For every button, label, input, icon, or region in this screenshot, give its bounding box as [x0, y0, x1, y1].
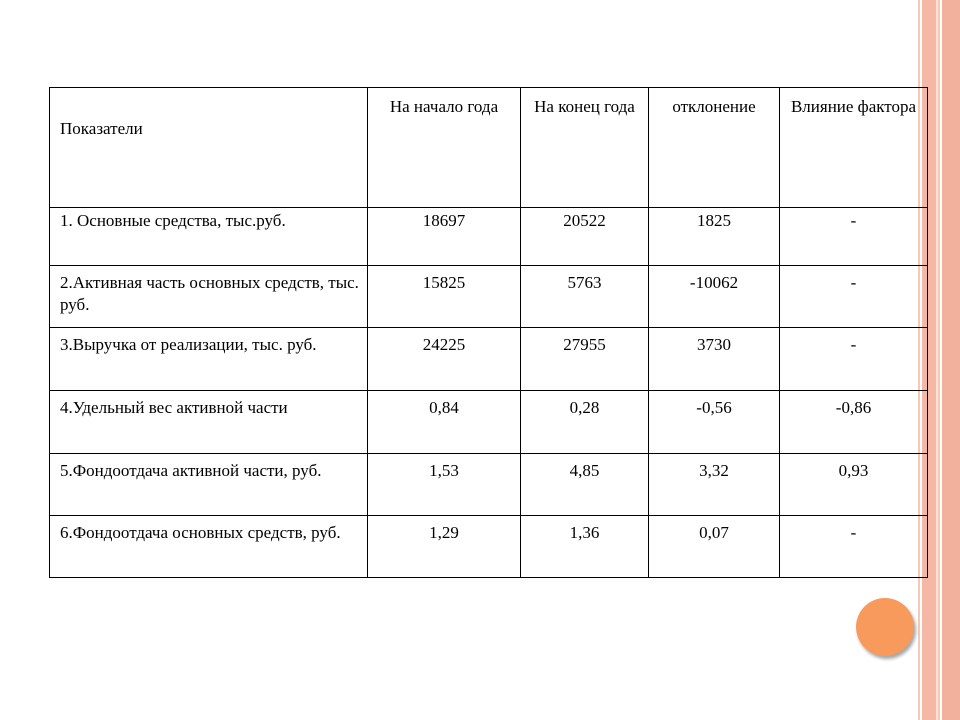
- table-cell: 0,07: [649, 516, 780, 578]
- header-cell: Показатели: [50, 88, 368, 208]
- table-cell: -: [780, 208, 928, 266]
- table-cell: 4,85: [521, 454, 649, 516]
- table-cell: 0,28: [521, 391, 649, 454]
- table-row: [50, 454, 928, 516]
- table-cell: 27955: [521, 328, 649, 391]
- table-header-row: [50, 88, 928, 208]
- table-cell: 1825: [649, 208, 780, 266]
- table-row: [50, 328, 928, 391]
- table-cell: 1,36: [521, 516, 649, 578]
- table-cell: 6.Фондоотдача основных средств, руб.: [50, 516, 368, 578]
- table-cell: 0,93: [780, 454, 928, 516]
- table-cell: 0,84: [368, 391, 521, 454]
- table-row: [50, 208, 928, 266]
- header-cell: На конец года: [521, 88, 649, 208]
- table-cell: -0,86: [780, 391, 928, 454]
- table-cell: 18697: [368, 208, 521, 266]
- table-cell: -: [780, 328, 928, 391]
- table-cell: 1. Основные средства, тыс.руб.: [50, 208, 368, 266]
- table-cell: 1,53: [368, 454, 521, 516]
- table-row: [50, 266, 928, 328]
- decorative-circle: [856, 598, 914, 656]
- table-cell: -: [780, 516, 928, 578]
- table-cell: 3,32: [649, 454, 780, 516]
- table-cell: 2.Активная часть основных средств, тыс. руб.: [50, 266, 368, 328]
- table-cell: -10062: [649, 266, 780, 328]
- table-cell: -0,56: [649, 391, 780, 454]
- header-cell: Влияние фактора: [780, 88, 928, 208]
- table-cell: 5763: [521, 266, 649, 328]
- table-cell: 20522: [521, 208, 649, 266]
- header-cell: отклонение: [649, 88, 780, 208]
- table-cell: 15825: [368, 266, 521, 328]
- indicators-table: [49, 87, 928, 578]
- table-cell: 3730: [649, 328, 780, 391]
- border-stripe: [942, 0, 960, 720]
- table-cell: -: [780, 266, 928, 328]
- table-cell: 5.Фондоотдача активной части, руб.: [50, 454, 368, 516]
- table-row: [50, 391, 928, 454]
- table-cell: 4.Удельный вес активной части: [50, 391, 368, 454]
- table-row: [50, 516, 928, 578]
- border-stripe: [938, 0, 940, 720]
- table-cell: 1,29: [368, 516, 521, 578]
- table-cell: 24225: [368, 328, 521, 391]
- header-cell: На начало года: [368, 88, 521, 208]
- table-cell: 3.Выручка от реализации, тыс. руб.: [50, 328, 368, 391]
